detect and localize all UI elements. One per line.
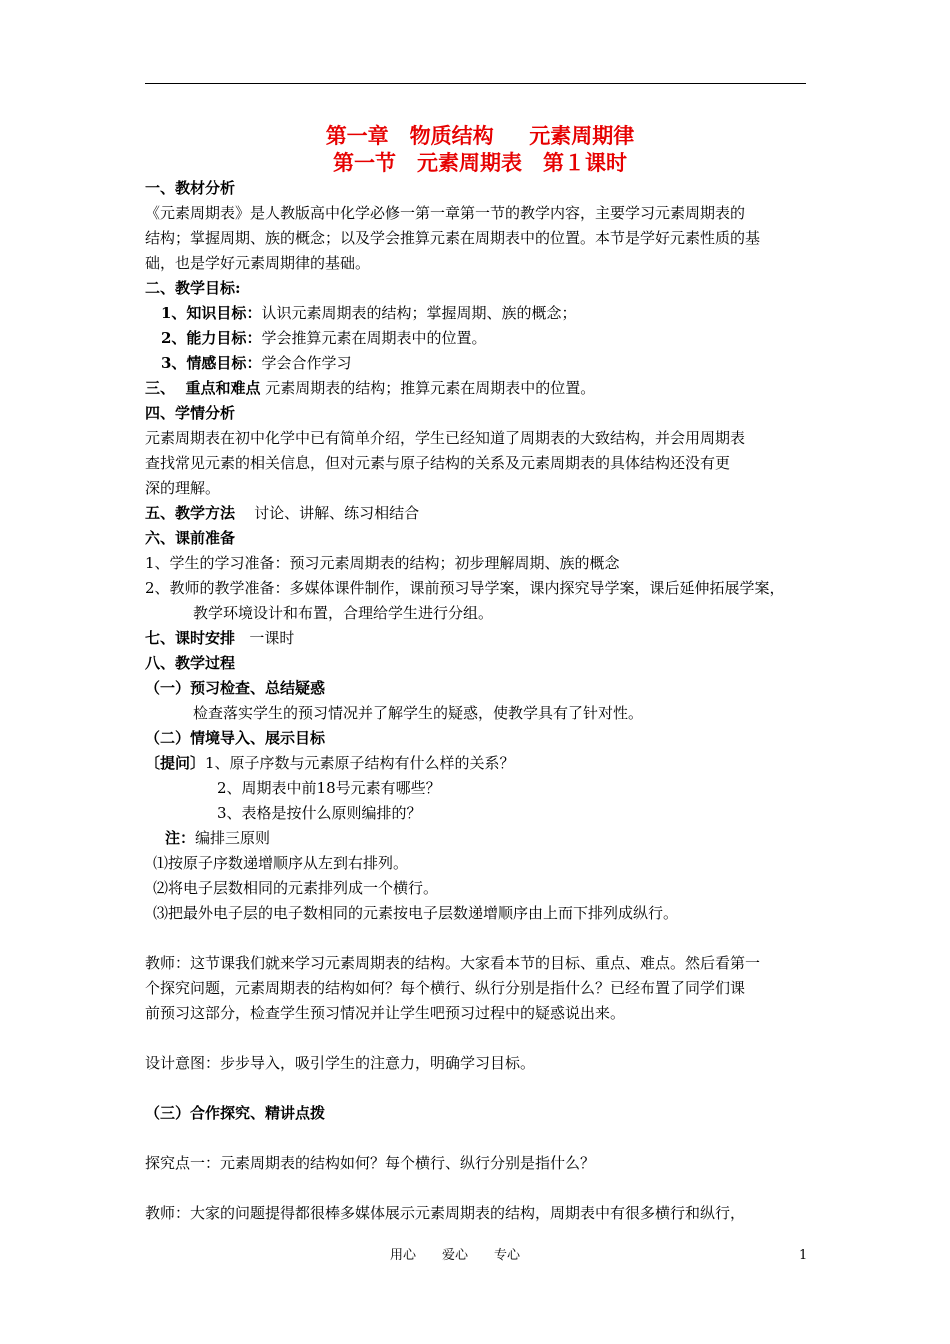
subheading-introduction: （二）情境导入、展示目标 [145, 729, 326, 747]
paragraph-line: 1、学生的学习准备：预习元素周期表的结构；初步理解周期、族的概念 [145, 554, 620, 572]
heading-teaching-goals: 二、教学目标: [145, 279, 241, 297]
goal-text: 学会推算元素在周期表中的位置。 [261, 329, 487, 347]
key-points-line [145, 376, 815, 401]
heading-preparation: 六、课前准备 [145, 529, 236, 547]
heading-material-analysis: 一、教材分析 [145, 179, 236, 197]
question-line: 3、表格是按什么原则编排的？ [217, 804, 422, 822]
goal-label: 1、知识目标： [161, 304, 262, 322]
question-label: 〔提问〕 [145, 754, 206, 772]
inquiry-point: 探究点一：元素周期表的结构如何？每个横行、纵行分别是指什么？ [145, 1154, 596, 1172]
question-line [145, 751, 815, 776]
heading-teaching-process: 八、教学过程 [145, 654, 236, 672]
subheading-cooperative-inquiry: （三）合作探究、精讲点拨 [145, 1104, 326, 1122]
paragraph-line: 教师：这节课我们就来学习元素周期表的结构。大家看本节的目标、重点、难点。然后看第一 [145, 954, 761, 972]
paragraph-line: 检查落实学生的预习情况并了解学生的疑惑，使教学具有了针对性。 [193, 704, 644, 722]
paragraph-line: 个探究问题，元素周期表的结构如何？每个横行、纵行分别是指什么？已经布置了同学们课 [145, 979, 746, 997]
paragraph-line: 础，也是学好元素周期律的基础。 [145, 254, 371, 272]
paragraph-line: 《元素周期表》是人教版高中化学必修一第一章第一节的教学内容，主要学习元素周期表的 [145, 204, 746, 222]
rule-item: ⑴按原子序数递增顺序从左到右排列。 [153, 854, 409, 872]
schedule-line [145, 626, 815, 651]
goal-label: 3、情感目标： [161, 354, 262, 372]
chapter-title: 第一章 物质结构 元素周期律 [325, 123, 635, 148]
note-line [145, 826, 815, 851]
section-title: 第一节 元素周期表 第１课时 [333, 150, 627, 175]
goal-item [145, 301, 815, 326]
goal-text: 学会合作学习 [261, 354, 352, 372]
heading-teaching-method: 五、教学方法 [145, 504, 236, 522]
note-text: 编排三原则 [195, 829, 271, 847]
schedule-text: 一课时 [235, 629, 295, 647]
goal-text: 认识元素周期表的结构；掌握周期、族的概念； [261, 304, 577, 322]
paragraph-line: 教学环境设计和布置，合理给学生进行分组。 [193, 604, 494, 622]
paragraph-line: 深的理解。 [145, 479, 221, 497]
paragraph-line: 教师：大家的问题提得都很棒多媒体展示元素周期表的结构，周期表中有很多横行和纵行， [145, 1204, 746, 1222]
heading-schedule: 七、课时安排 [145, 629, 236, 647]
subheading-preview-check: （一）预习检查、总结疑惑 [145, 679, 326, 697]
goal-item [145, 326, 815, 351]
paragraph-line: 结构；掌握周期、族的概念；以及学会推算元素在周期表中的位置。本节是学好元素性质的基 [145, 229, 761, 247]
header-rule [145, 83, 806, 84]
document-page [145, 122, 815, 1226]
paragraph-line: 前预习这部分，检查学生预习情况并让学生吧预习过程中的疑惑说出来。 [145, 1004, 626, 1022]
paragraph-line: 查找常见元素的相关信息，但对元素与原子结构的关系及元素周期表的具体结构还没有更 [145, 454, 731, 472]
question-text: 1、原子序数与元素原子结构有什么样的关系？ [205, 754, 515, 772]
goal-item [145, 351, 815, 376]
rule-item: ⑵将电子层数相同的元素排列成一个横行。 [153, 879, 439, 897]
heading-key-points: 三、 重点和难点 [145, 379, 261, 397]
teaching-method-text: 讨论、讲解、练习相结合 [235, 504, 420, 522]
key-points-text: 元素周期表的结构；推算元素在周期表中的位置。 [260, 379, 596, 397]
page-number: 1 [799, 1248, 808, 1263]
paragraph-line: 元素周期表在初中化学中已有简单介绍，学生已经知道了周期表的大致结构，并会用周期表 [145, 429, 746, 447]
footer-motto: 用心 爱心 专心 [390, 1248, 521, 1263]
note-label: 注： [165, 829, 196, 847]
teaching-method-line [145, 501, 815, 526]
rule-item: ⑶把最外电子层的电子数相同的元素按电子层数递增顺序由上而下排列成纵行。 [153, 904, 679, 922]
question-line: 2、周期表中前18号元素有哪些？ [217, 779, 441, 797]
design-intent: 设计意图：步步导入，吸引学生的注意力，明确学习目标。 [145, 1054, 536, 1072]
heading-student-analysis: 四、学情分析 [145, 404, 236, 422]
paragraph-line: 2、教师的教学准备：多媒体课件制作，课前预习导学案，课内探究导学案，课后延伸拓展学案， [145, 579, 785, 597]
goal-label: 2、能力目标： [161, 329, 262, 347]
